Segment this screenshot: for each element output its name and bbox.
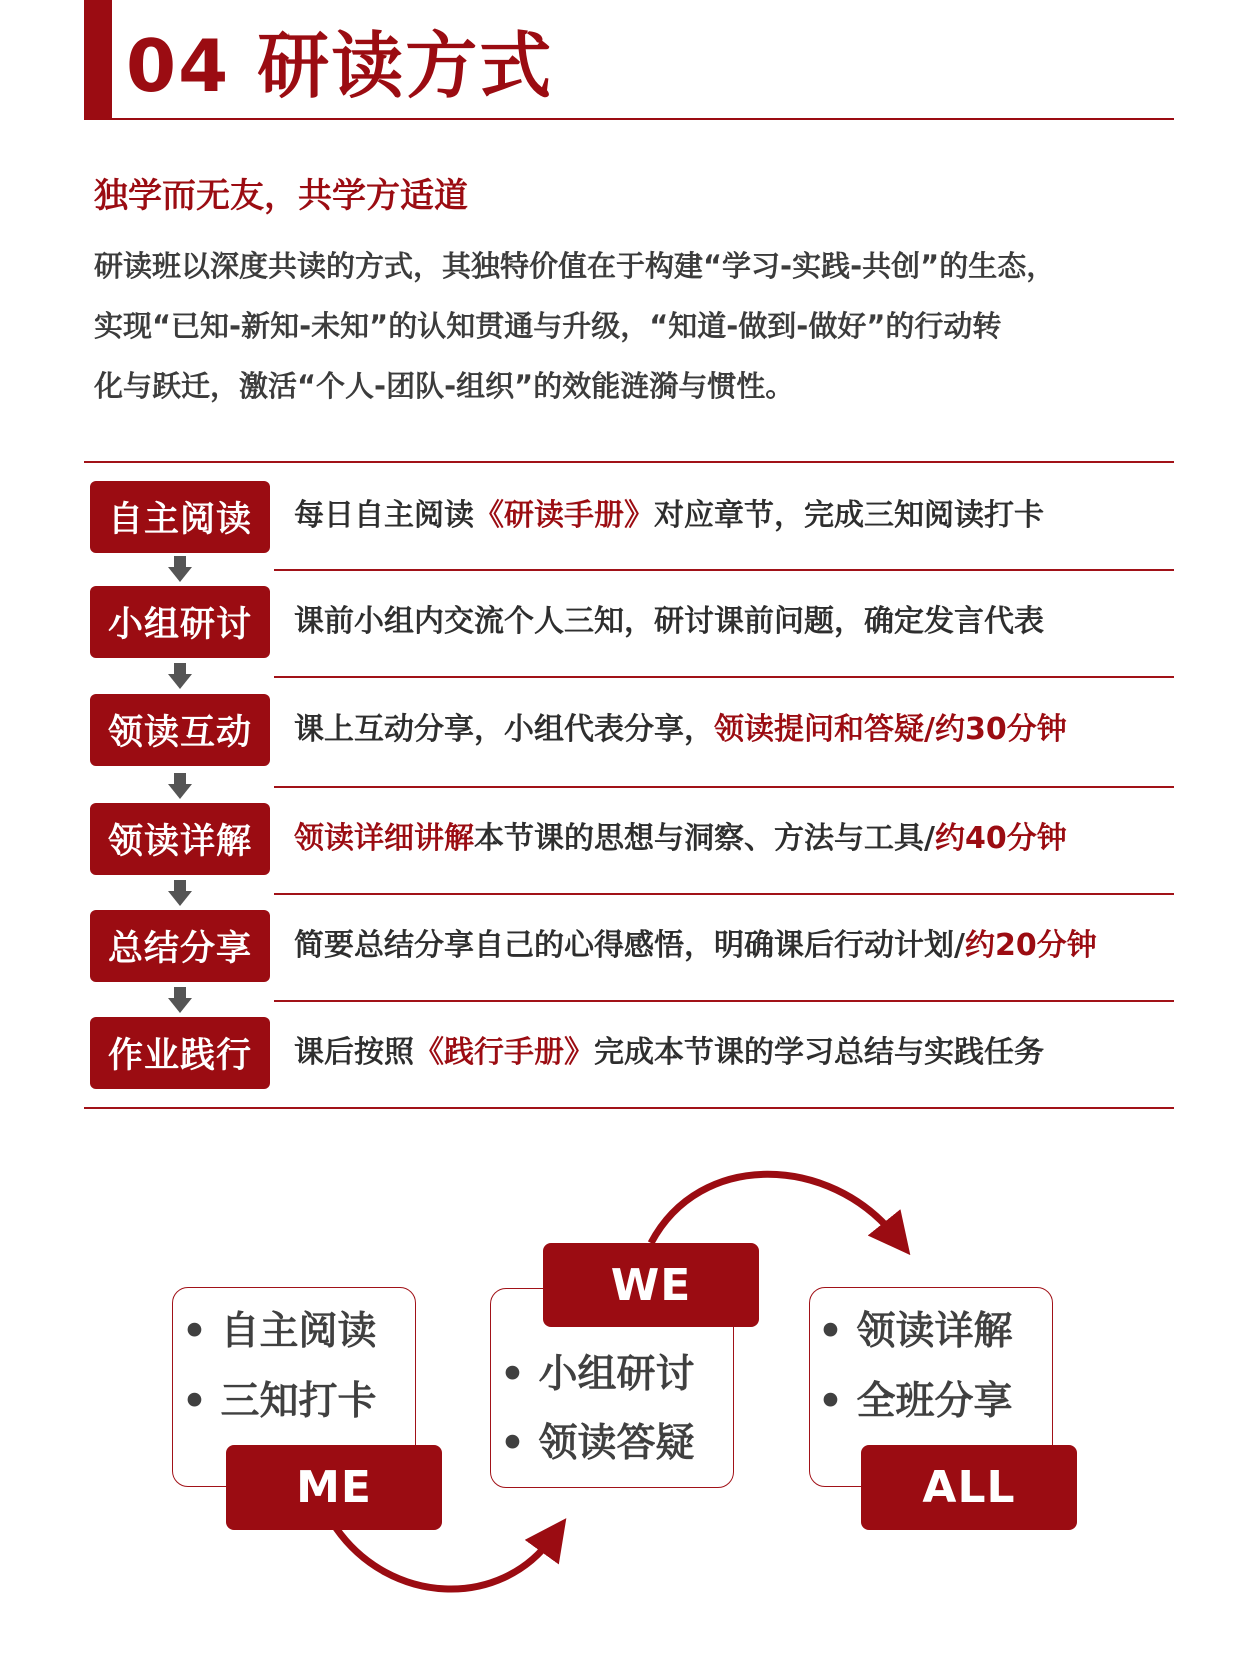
step-desc-text: 课前小组内交流个人三知，研讨课前问题，确定发言代表 — [294, 604, 1044, 639]
step-divider — [274, 1000, 1174, 1002]
step-desc-highlight: 约40分钟 — [934, 821, 1067, 856]
step-desc-text: 简要总结分享自己的心得感悟，明确课后行动计划/ — [294, 928, 965, 963]
title-underline — [84, 118, 1174, 120]
down-arrow-icon — [168, 880, 192, 906]
step-label-group-discussion: 小组研讨 — [90, 586, 270, 658]
intro-paragraph — [94, 236, 1184, 416]
we-item: • 领读答疑 — [500, 1421, 695, 1466]
title-accent-bar — [84, 0, 112, 120]
step-desc-text: 课上互动分享，小组代表分享， — [294, 712, 714, 747]
step-desc-highlight: 《研读手册》 — [474, 498, 654, 533]
step-desc-self-reading — [294, 498, 1044, 534]
down-arrow-icon — [168, 663, 192, 689]
arrow-we-to-all — [651, 1174, 895, 1243]
steps-top-rule — [84, 461, 1174, 463]
step-desc-group-discussion — [294, 604, 1044, 640]
step-divider — [274, 676, 1174, 678]
step-desc-highlight: 领读提问和答疑/约30分钟 — [714, 712, 1067, 747]
step-desc-highlight: 《践行手册》 — [414, 1035, 594, 1070]
step-desc-summary-sharing — [294, 928, 1097, 964]
intro-line: 研读班以深度共读的方式，其独特价值在于构建“学习-实践-共创”的生态， — [94, 249, 1056, 283]
me-item: • 三知打卡 — [182, 1379, 377, 1424]
step-divider — [274, 893, 1174, 895]
step-label-lead-interaction: 领读互动 — [90, 694, 270, 766]
step-desc-text: 完成本节课的学习总结与实践任务 — [594, 1035, 1044, 1070]
step-divider — [274, 569, 1174, 571]
down-arrow-icon — [168, 773, 192, 799]
step-label-lead-explanation: 领读详解 — [90, 803, 270, 875]
me-item: • 自主阅读 — [182, 1309, 377, 1354]
all-item: • 全班分享 — [818, 1379, 1013, 1424]
down-arrow-icon — [168, 556, 192, 582]
step-desc-lead-explanation — [294, 821, 1067, 857]
intro-subtitle: 独学而无友，共学方适道 — [94, 176, 468, 216]
step-desc-highlight: 领读详细讲解 — [294, 821, 474, 856]
we-tag: WE — [543, 1243, 759, 1327]
step-desc-lead-interaction — [294, 712, 1067, 748]
step-label-summary-sharing: 总结分享 — [90, 910, 270, 982]
step-divider — [274, 786, 1174, 788]
step-label-self-reading: 自主阅读 — [90, 481, 270, 553]
down-arrow-icon — [168, 987, 192, 1013]
step-desc-homework-practice — [294, 1035, 1044, 1071]
intro-line: 实现“已知-新知-未知”的认知贯通与升级，“知道-做到-做好”的行动转 — [94, 309, 1002, 343]
step-label-homework-practice: 作业践行 — [90, 1017, 270, 1089]
step-desc-text: 课后按照 — [294, 1035, 414, 1070]
page-title: 04 研读方式 — [126, 24, 554, 108]
me-tag: ME — [226, 1445, 442, 1530]
step-desc-text: 本节课的思想与洞察、方法与工具/ — [474, 821, 935, 856]
step-desc-highlight: 约20分钟 — [964, 928, 1097, 963]
step-desc-text: 每日自主阅读 — [294, 498, 474, 533]
steps-bottom-rule — [84, 1107, 1174, 1109]
arrow-me-to-we — [336, 1528, 552, 1589]
all-item: • 领读详解 — [818, 1309, 1013, 1354]
we-item: • 小组研讨 — [500, 1352, 695, 1397]
all-tag: ALL — [861, 1445, 1077, 1530]
intro-line: 化与跃迁，激活“个人-团队-组织”的效能涟漪与惯性。 — [94, 369, 795, 403]
step-desc-text: 对应章节，完成三知阅读打卡 — [654, 498, 1044, 533]
